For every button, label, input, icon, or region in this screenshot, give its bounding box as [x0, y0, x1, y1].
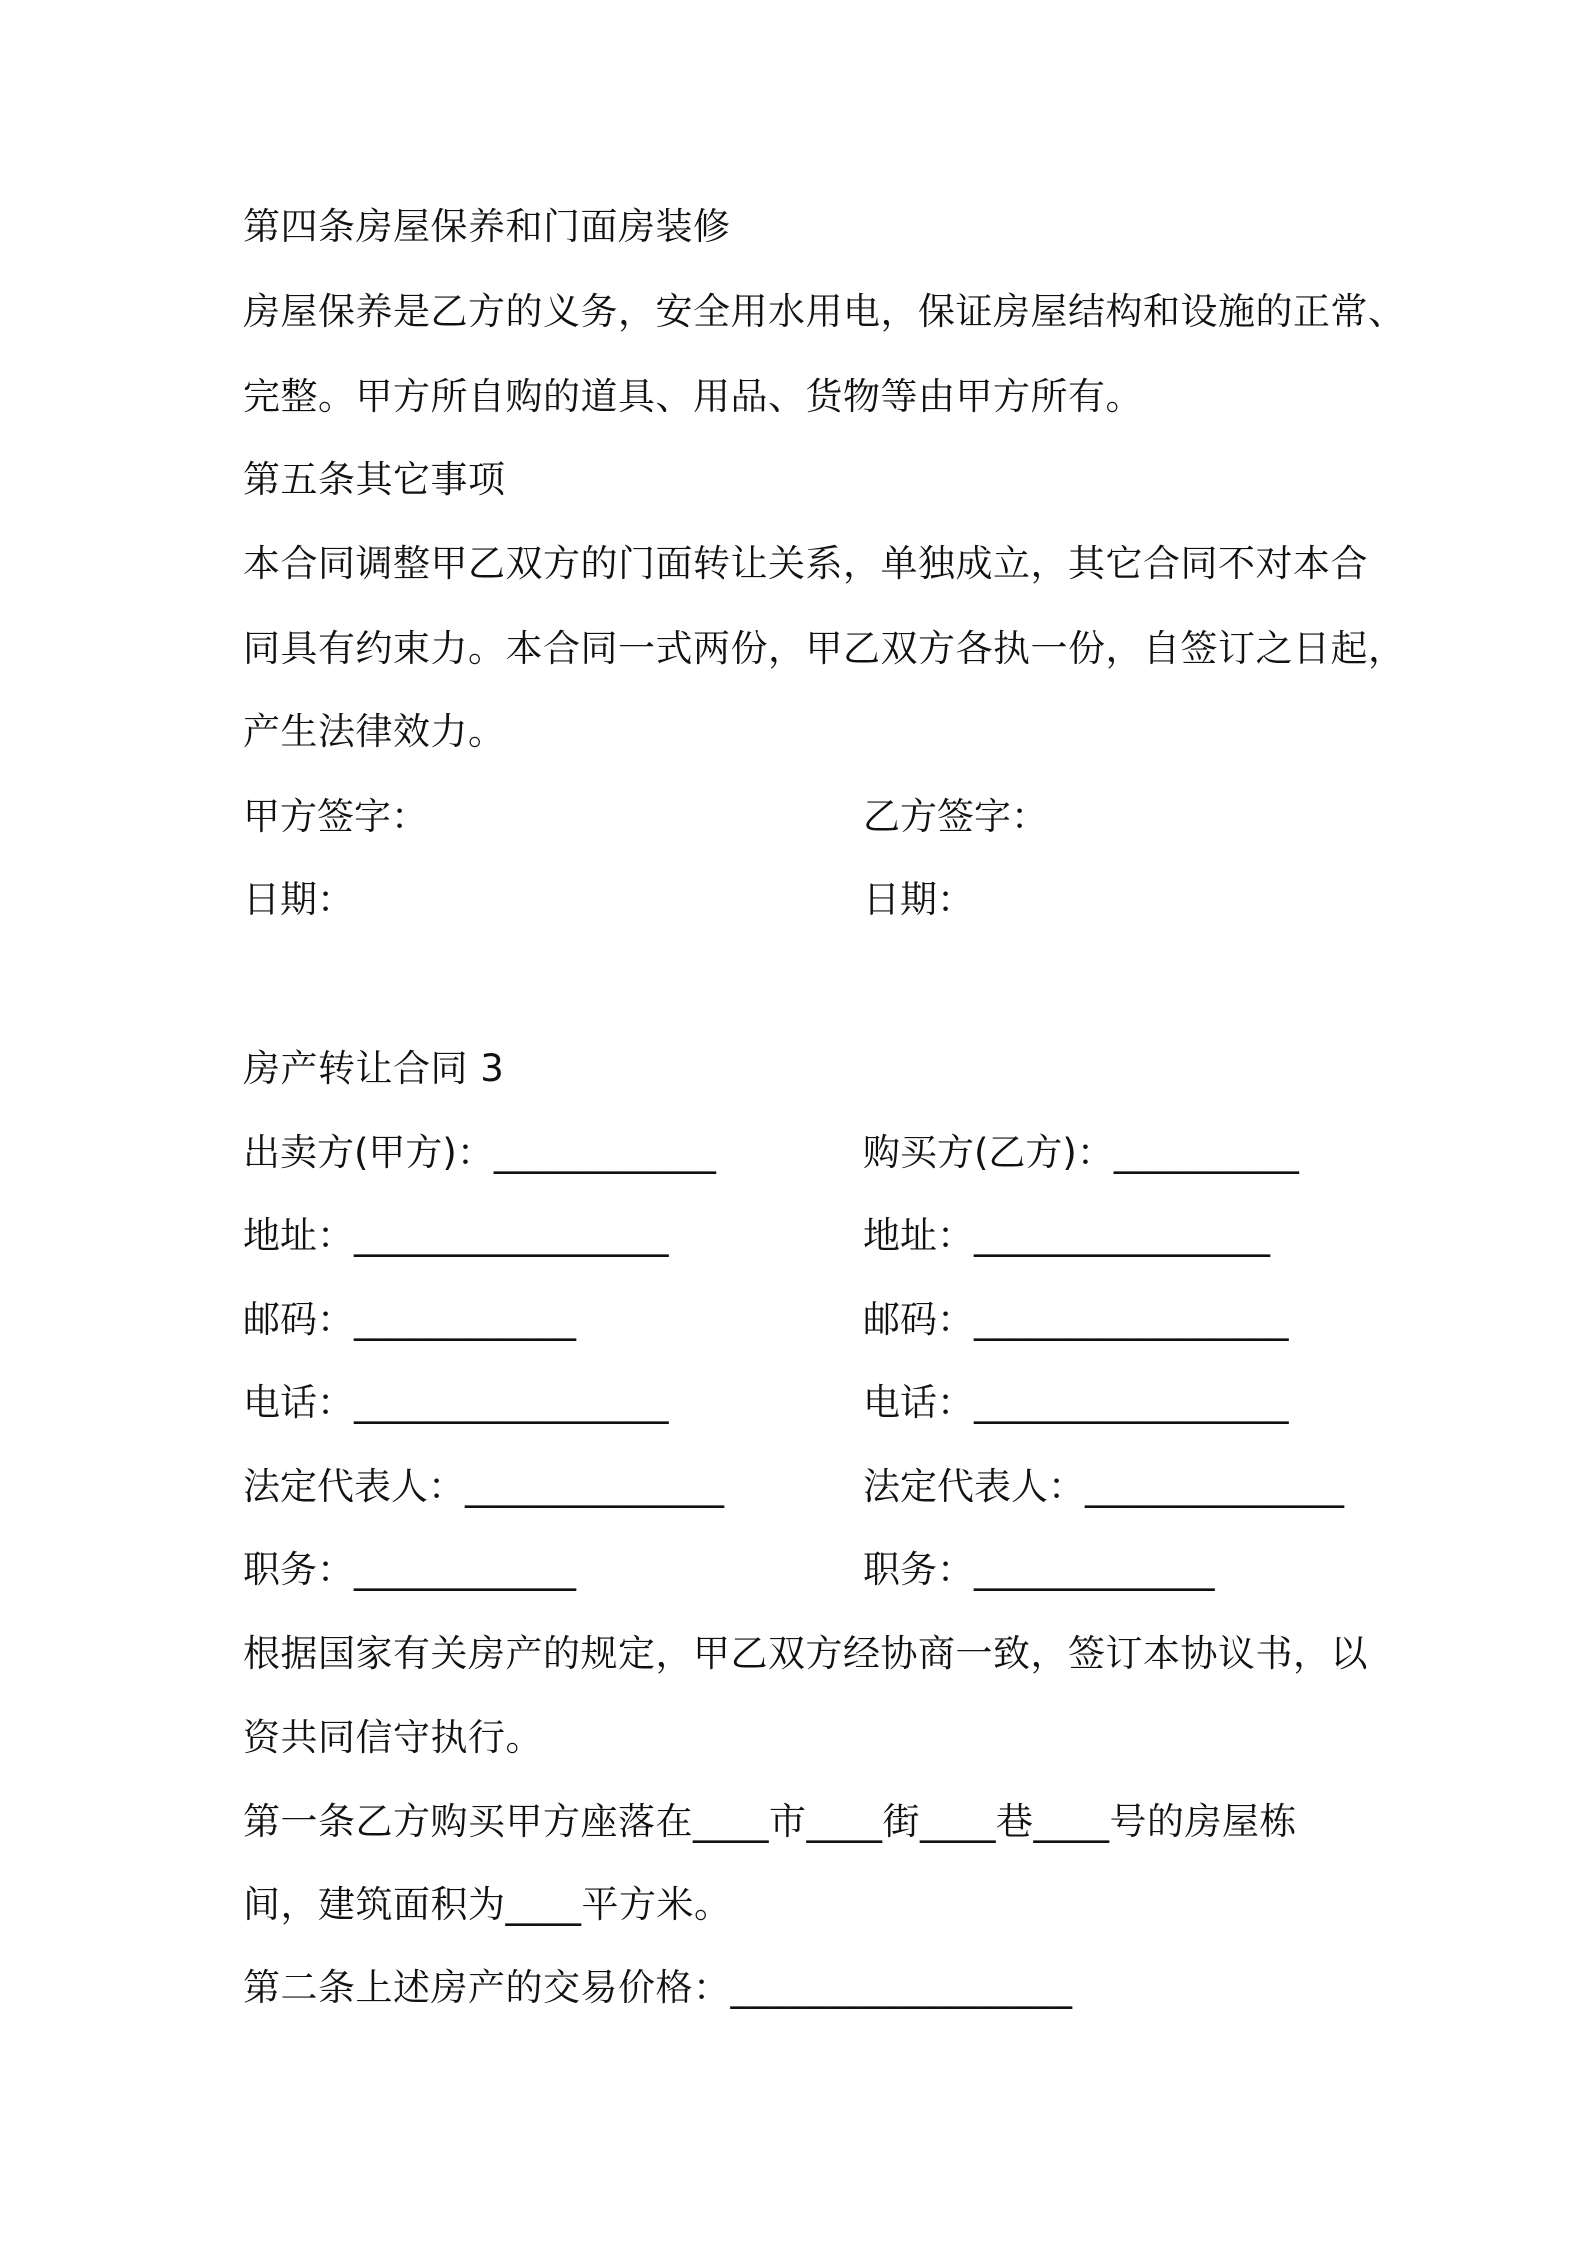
address-row: [243, 1214, 1393, 1258]
article-4-text-line-2: 完整。甲方所自购的道具、用品、货物等由甲方所有。: [243, 375, 1143, 418]
buyer-address-field: 地址：________________: [863, 1214, 1270, 1257]
agreement-text-line-2: 资共同信守执行。: [243, 1716, 543, 1759]
signature-row: [243, 795, 1393, 839]
buyer-field: 购买方(乙方)：__________: [863, 1131, 1299, 1174]
party-a-signature-label: 甲方签字：: [243, 795, 428, 838]
article-5-heading: 第五条其它事项: [243, 458, 506, 501]
party-b-date-label: 日期：: [863, 878, 974, 921]
date-row: [243, 878, 1393, 922]
position-row: [243, 1548, 1393, 1592]
article-2-text: 第二条上述房产的交易价格：__________________: [243, 1966, 1073, 2009]
agreement-text-line-1: 根据国家有关房产的规定，甲乙双方经协商一致，签订本协议书，以: [243, 1632, 1368, 1675]
buyer-phone-field: 电话：_________________: [863, 1381, 1289, 1424]
article-1-text-line-2: 间，建筑面积为____平方米。: [243, 1883, 732, 1926]
contract-title: 房产转让合同 3: [243, 1047, 505, 1090]
zip-row: [243, 1298, 1393, 1342]
seller-field: 出卖方(甲方)：____________: [243, 1131, 716, 1174]
phone-row: [243, 1381, 1393, 1425]
article-4-heading: 第四条房屋保养和门面房装修: [243, 205, 731, 248]
article-5-text-line-3: 产生法律效力。: [243, 710, 506, 753]
legal-rep-row: [243, 1465, 1393, 1509]
seller-phone-field: 电话：_________________: [243, 1381, 669, 1424]
seller-address-field: 地址：_________________: [243, 1214, 669, 1257]
article-1-text-line-1: 第一条乙方购买甲方座落在____市____街____巷____号的房屋栋: [243, 1800, 1297, 1843]
seller-legal-rep-field: 法定代表人：______________: [243, 1465, 724, 1508]
seller-zip-field: 邮码：____________: [243, 1298, 576, 1341]
article-5-text-line-1: 本合同调整甲乙双方的门面转让关系，单独成立，其它合同不对本合: [243, 542, 1368, 585]
party-row: [243, 1131, 1393, 1175]
buyer-position-field: 职务：_____________: [863, 1548, 1215, 1591]
article-5-text-line-2: 同具有约束力。本合同一式两份，甲乙双方各执一份，自签订之日起，: [243, 627, 1406, 670]
party-b-signature-label: 乙方签字：: [863, 795, 1048, 838]
seller-position-field: 职务：____________: [243, 1548, 576, 1591]
buyer-zip-field: 邮码：_________________: [863, 1298, 1289, 1341]
article-4-text-line-1: 房屋保养是乙方的义务，安全用水用电，保证房屋结构和设施的正常、: [243, 290, 1406, 333]
party-a-date-label: 日期：: [243, 878, 354, 921]
buyer-legal-rep-field: 法定代表人：______________: [863, 1465, 1344, 1508]
